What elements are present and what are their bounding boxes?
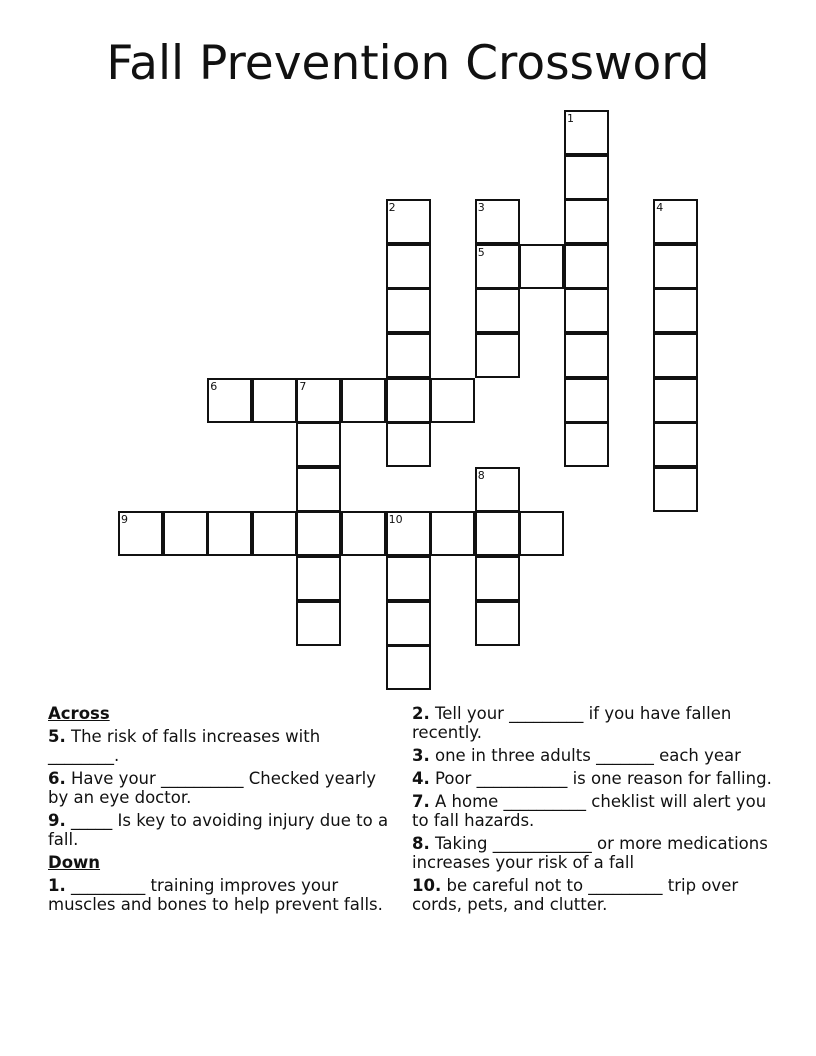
grid-cell[interactable] <box>653 378 698 423</box>
clue-down-2 <box>412 704 782 742</box>
grid-cell[interactable] <box>475 244 520 289</box>
grid-cell[interactable] <box>163 511 208 556</box>
clue-down-3 <box>412 746 782 765</box>
cell-number: 6 <box>210 379 218 393</box>
grid-cell[interactable] <box>207 378 252 423</box>
grid-cell[interactable] <box>564 422 609 467</box>
clue-text: Poor ___________ is one reason for falling. <box>435 769 772 788</box>
clue-text: _________ training improves your muscles and bones to help prevent falls. <box>48 876 383 914</box>
cell-number: 5 <box>477 245 485 259</box>
grid-cell[interactable] <box>519 511 564 556</box>
clue-across-9 <box>48 811 393 849</box>
grid-cell[interactable] <box>296 467 341 512</box>
clue-text: be careful not to _________ trip over cords, pets, and clutter. <box>412 876 739 914</box>
grid-cell[interactable] <box>430 511 475 556</box>
clue-text: Tell your _________ if you have fallen recently. <box>412 704 732 742</box>
grid-cell[interactable] <box>386 511 431 556</box>
cell-number: 9 <box>121 513 128 527</box>
grid-cell[interactable] <box>296 601 341 646</box>
grid-cell[interactable] <box>653 288 698 333</box>
grid-cell[interactable] <box>386 244 431 289</box>
grid-cell[interactable] <box>519 244 564 289</box>
cell-number: 8 <box>477 468 485 482</box>
grid-cell[interactable] <box>475 199 520 244</box>
clue-number: 1. <box>48 876 66 895</box>
grid-cell[interactable] <box>296 556 341 601</box>
grid-cell[interactable] <box>564 199 609 244</box>
grid-cell[interactable] <box>296 422 341 467</box>
clue-across-5 <box>48 727 393 765</box>
grid-cell[interactable] <box>653 244 698 289</box>
grid-cell[interactable] <box>207 511 252 556</box>
clue-text: one in three adults _______ each year <box>435 746 741 765</box>
page-title: Fall Prevention Crossword <box>106 36 710 91</box>
across-heading: Across <box>48 704 110 723</box>
clue-number: 4. <box>412 769 430 788</box>
grid-cell[interactable] <box>653 333 698 378</box>
grid-cell[interactable] <box>341 378 386 423</box>
grid-cell[interactable] <box>564 110 609 155</box>
grid-cell[interactable] <box>430 378 475 423</box>
cell-number: 10 <box>388 513 403 527</box>
clue-number: 8. <box>412 834 430 853</box>
grid-cell[interactable] <box>252 511 297 556</box>
grid-cell[interactable] <box>475 601 520 646</box>
down-heading: Down <box>48 853 101 872</box>
grid-cell[interactable] <box>475 288 520 333</box>
cell-number: 2 <box>388 201 396 215</box>
grid-cell[interactable] <box>564 244 609 289</box>
grid-cell[interactable] <box>386 288 431 333</box>
clue-text: Have your __________ Checked yearly by an eye doctor. <box>48 769 376 807</box>
grid-cell[interactable] <box>386 378 431 423</box>
clue-number: 10. <box>412 876 442 895</box>
clue-number: 3. <box>412 746 430 765</box>
grid-cell[interactable] <box>564 288 609 333</box>
clue-text: The risk of falls increases with ________. <box>48 727 321 765</box>
grid-cell[interactable] <box>386 422 431 467</box>
clue-down-10 <box>412 876 782 914</box>
clue-down-8 <box>412 834 782 872</box>
grid-cell[interactable] <box>386 645 431 690</box>
grid-cell[interactable] <box>386 199 431 244</box>
clue-down-1 <box>48 876 393 914</box>
grid-cell[interactable] <box>564 155 609 200</box>
clue-across-6 <box>48 769 393 807</box>
grid-cell[interactable] <box>564 333 609 378</box>
clue-number: 9. <box>48 811 66 830</box>
grid-cell[interactable] <box>296 378 341 423</box>
grid-cell[interactable] <box>653 422 698 467</box>
grid-cell[interactable] <box>118 511 163 556</box>
clues-column-right <box>412 704 782 918</box>
clue-down-4 <box>412 769 782 788</box>
cell-number: 4 <box>656 201 664 215</box>
grid-cell[interactable] <box>475 511 520 556</box>
cell-number: 1 <box>567 112 574 125</box>
clue-number: 6. <box>48 769 66 788</box>
grid-cell[interactable] <box>653 467 698 512</box>
grid-cell[interactable] <box>475 556 520 601</box>
grid-cell[interactable] <box>475 467 520 512</box>
grid-cell[interactable] <box>386 556 431 601</box>
cell-number: 7 <box>299 379 307 393</box>
grid-cell[interactable] <box>475 333 520 378</box>
clues-column-left <box>48 704 393 918</box>
cell-number: 3 <box>477 201 485 215</box>
clue-number: 5. <box>48 727 66 746</box>
clue-down-7 <box>412 792 782 830</box>
grid-cell[interactable] <box>252 378 297 423</box>
clue-number: 2. <box>412 704 430 723</box>
clue-text: A home __________ cheklist will alert you to fall hazards. <box>412 792 767 830</box>
clue-number: 7. <box>412 792 430 811</box>
grid-cell[interactable] <box>296 511 341 556</box>
clue-text: Taking ____________ or more medications increases your risk of a fall <box>412 834 768 872</box>
clue-text: _____ Is key to avoiding injury due to a fall. <box>48 811 389 849</box>
grid-cell[interactable] <box>341 511 386 556</box>
grid-cell[interactable] <box>386 601 431 646</box>
grid-cell[interactable] <box>564 378 609 423</box>
grid-cell[interactable] <box>653 199 698 244</box>
grid-cell[interactable] <box>386 333 431 378</box>
